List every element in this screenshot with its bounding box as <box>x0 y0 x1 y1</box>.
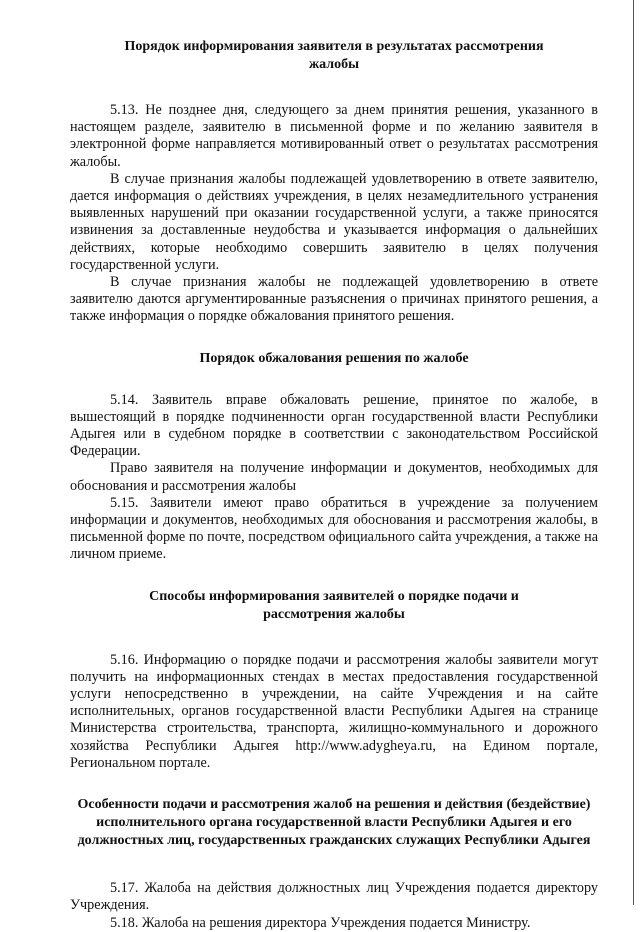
section-heading-appeal: Порядок обжалования решения по жалобе <box>199 350 469 366</box>
paragraph-satisfied-case: В случае признания жалобы подлежащей удовлетворению в ответе заявителю, дается информация о действиях учреждения, в целях незамедлительного устранения выявленных нарушений при оказании государственной услуги, а также приносятся извинения за доставленные неудобства и указывается информация о дальнейших действиях, которые необходимо совершить заявителю в целях получения государственной услуги. <box>70 170 598 273</box>
section-heading-informing: Порядок информирования заявителя в результатах рассмотрения жалобы <box>124 39 544 72</box>
page-edge-line <box>633 0 634 905</box>
paragraph-5-15: 5.15. Заявители имеют право обратиться в учреждение за получением информации и документов, необходимых для обоснования и рассмотрения жалобы, в письменной форме по почте, посредством официального сайта учреждения, а также на личном приеме. <box>70 494 598 563</box>
paragraph-5-14: 5.14. Заявитель вправе обжаловать решение, принятое по жалобе, в вышестоящий в порядке подчиненности орган государственной власти Республики Адыгея или в судебном порядке в соответствии с законодательством Российской Федерации. <box>70 391 598 460</box>
section-heading-specifics: Особенности подачи и рассмотрения жалоб на решения и действия (бездействие) исполнительного органа государственной власти Республики Адыгея и его должностных лиц, государственных гражданских служащих Республики Адыгея <box>77 797 591 849</box>
paragraph-unsatisfied-case: В случае признания жалобы не подлежащей удовлетворению в ответе заявителю даются аргументированные разъяснения о причинах принятого решения, а также информация о порядке обжалования принятого решения. <box>70 274 598 325</box>
section-heading-informing-methods: Способы информирования заявителей о порядке подачи и рассмотрения жалобы <box>149 588 519 622</box>
paragraph-5-18: 5.18. Жалоба на решения директора Учреждения подается Министру. <box>110 914 531 931</box>
paragraph-5-16: 5.16. Информацию о порядке подачи и рассмотрения жалобы заявители могут получить на информационных стендах в местах предоставления государственной услуги непосредственно в учреждении, на сайте Учреждения и на сайте исполнительных, органов государственной власти Республики Адыгея на странице Министерства строительства, транспорта, жилищно-коммунального и дорожного хозяйства Республики Адыгея http://www.adygheya.ru, на Едином портале, Региональном портале. <box>70 651 598 771</box>
paragraph-5-13: 5.13. Не позднее дня, следующего за днем принятия решения, указанного в настоящем разделе, заявителю в письменной форме и по желанию заявителя в электронной форме направляется мотивированный ответ о результатах рассмотрения жалобы. <box>70 102 598 170</box>
paragraph-5-17: 5.17. Жалоба на действия должностных лиц Учреждения подается директору Учреждения. <box>70 880 598 914</box>
paragraph-right-to-info: Право заявителя на получение информации и документов, необходимых для обоснования и рассмотрения жалобы <box>70 460 598 494</box>
